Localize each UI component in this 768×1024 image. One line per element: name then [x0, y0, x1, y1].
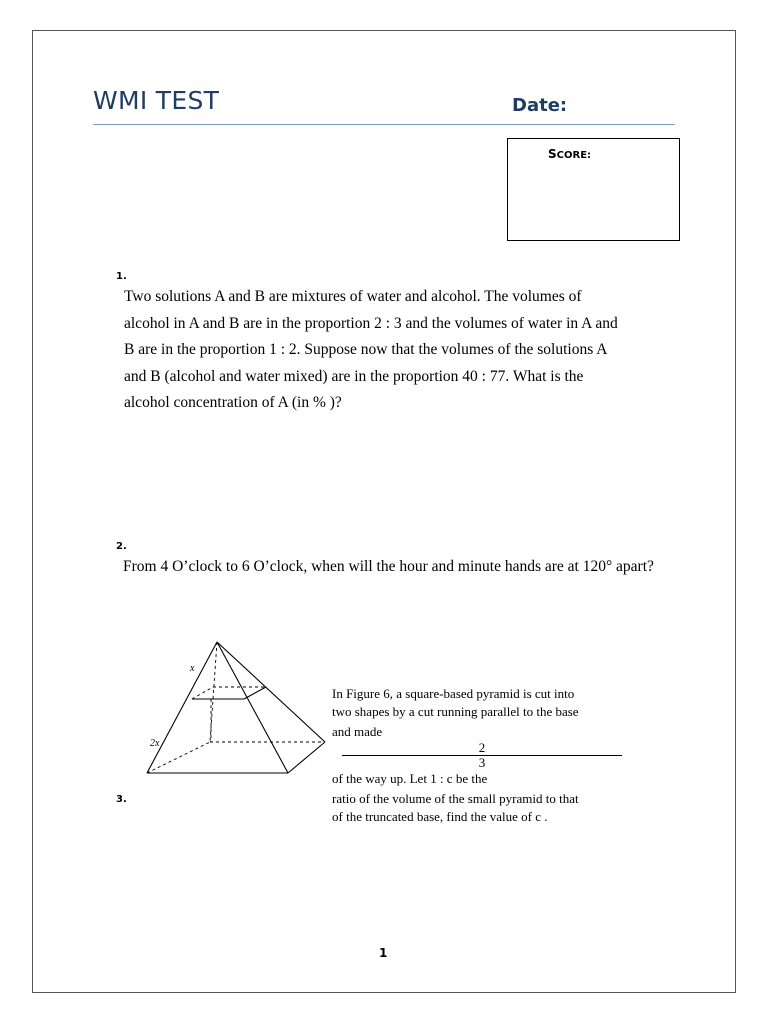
- question-3-line: two shapes by a cut running parallel to the base: [332, 704, 579, 719]
- score-label-rest: CORE:: [556, 150, 592, 161]
- question-3-fragment: and made: [332, 724, 383, 739]
- date-label: Date:: [512, 95, 568, 116]
- question-2-number: 2.: [116, 541, 127, 552]
- label-2x: 2x: [150, 738, 160, 749]
- score-box: [507, 138, 680, 241]
- pyramid-base-right: [288, 742, 325, 773]
- header-divider: [93, 124, 675, 125]
- score-label-initial: S: [548, 147, 557, 161]
- page-number: 1: [379, 946, 388, 960]
- pyramid-edge-left: [147, 642, 217, 773]
- label-x: x: [190, 663, 195, 674]
- question-3-line-fraction: [332, 723, 632, 788]
- cut-right-edge: [244, 687, 266, 699]
- question-1-line: Two solutions A and B are mixtures of water and alcohol. The volumes of: [124, 288, 582, 305]
- question-1-line: B are in the proportion 1 : 2. Suppose now that the volumes of the solutions A: [124, 341, 608, 358]
- cut-hidden-left: [192, 687, 213, 699]
- question-1-line: alcohol in A and B are in the proportion 2 : 3 and the volumes of water in A and: [124, 314, 618, 332]
- question-1-text: [124, 284, 672, 417]
- score-label: [548, 147, 591, 161]
- question-2-text: From 4 O’clock to 6 O’clock, when will the hour and minute hands are at 120° apart?: [123, 558, 654, 575]
- fraction-two-thirds: [342, 741, 622, 770]
- question-3-line: ratio of the volume of the small pyramid to that: [332, 791, 579, 806]
- question-1-line: and B (alcohol and water mixed) are in the proportion 40 : 77. What is the: [124, 367, 584, 385]
- question-3-number: 3.: [116, 794, 127, 805]
- question-3-line: In Figure 6, a square-based pyramid is cut into: [332, 686, 575, 701]
- question-3-fragment: of the way up. Let 1 : c be the: [332, 771, 488, 786]
- pyramid-edge-front: [217, 642, 288, 773]
- pyramid-hidden-edge: [210, 642, 217, 742]
- pyramid-figure: [140, 638, 330, 780]
- question-1-number: 1.: [116, 271, 127, 282]
- fraction-denominator: 3: [478, 755, 486, 770]
- fraction-numerator: 2: [342, 741, 622, 756]
- question-3-text: [332, 685, 632, 826]
- test-title: WMI TEST: [93, 86, 220, 115]
- question-3-line: of the truncated base, find the value of c .: [332, 809, 548, 824]
- question-1-line: alcohol concentration of A (in % )?: [124, 394, 342, 411]
- pyramid-edge-right: [217, 642, 325, 742]
